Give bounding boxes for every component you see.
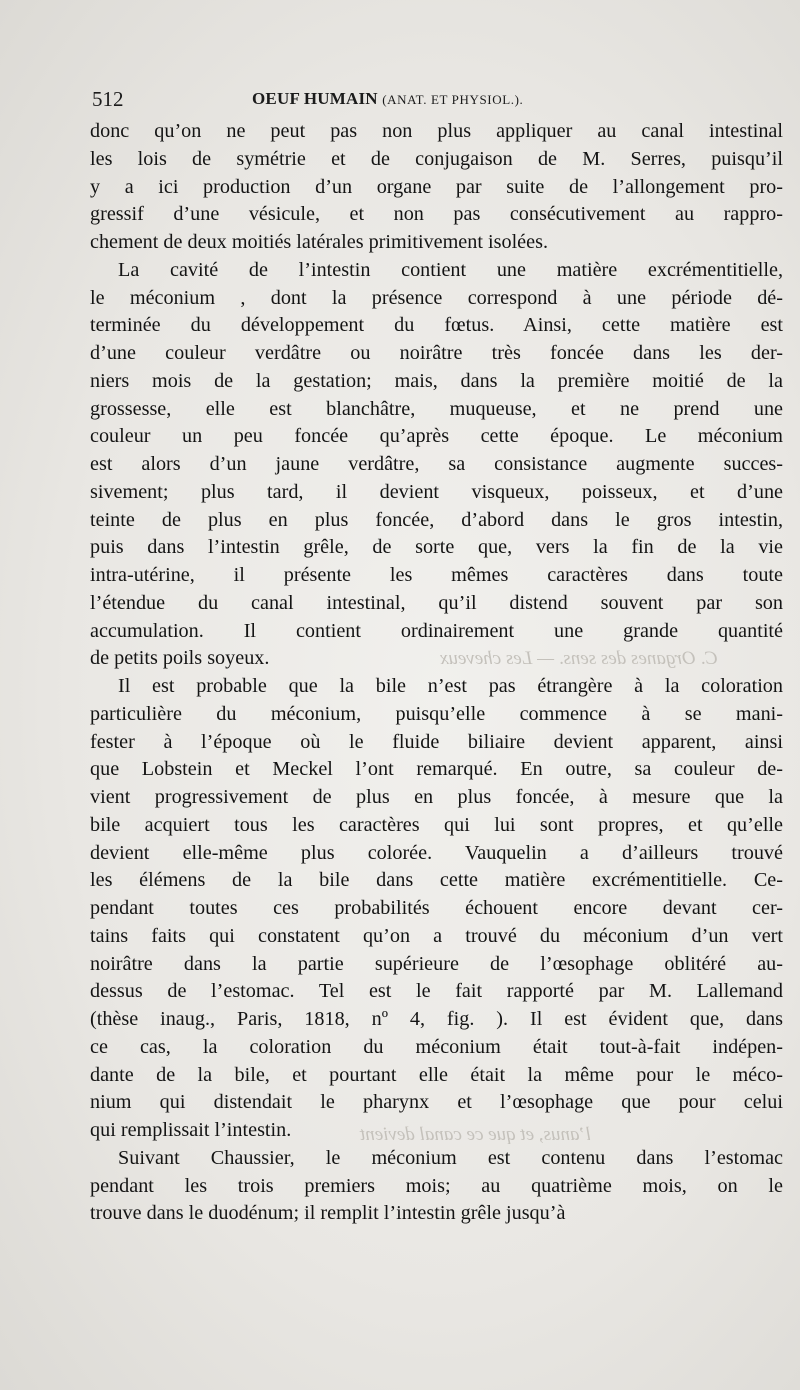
paragraph <box>90 118 783 257</box>
text-line: particulière du méconium, puisqu’elle commence à se mani- <box>90 702 783 725</box>
text-line: Il est probable que la bile n’est pas étrangère à la coloration <box>118 675 783 697</box>
text-line: devient elle-même plus colorée. Vauquelin a d’ailleurs trouvé <box>90 841 783 864</box>
text-line: les élémens de la bile dans cette matière excrémentitielle. Ce- <box>90 869 783 892</box>
running-header <box>92 84 792 118</box>
text-line: bile acquiert tous les caractères qui lui sont propres, et qu’elle <box>90 813 783 836</box>
text-line: ce cas, la coloration du méconium était tout-à-fait indépen- <box>90 1035 783 1058</box>
text-line: puis dans l’intestin grêle, de sorte que, vers la fin de la vie <box>90 536 783 559</box>
text-line: y a ici production d’un organe par suite de l’allongement pro- <box>90 175 783 198</box>
running-title-sub: (ANAT. ET PHYSIOL.). <box>382 92 524 107</box>
text-line: sivement; plus tard, il devient visqueux, poisseux, et d’une <box>90 480 783 503</box>
running-title-main: OEUF HUMAIN <box>252 89 378 108</box>
text-line: La cavité de l’intestin contient une matière excrémentitielle, <box>118 258 783 281</box>
text-line: qui remplissait l’intestin. <box>90 1119 292 1141</box>
text-line: tains faits qui constatent qu’on a trouvé du méconium d’un vert <box>90 924 783 947</box>
text-line: dessus de l’estomac. Tel est le fait rapporté par M. Lallemand <box>90 980 783 1003</box>
text-line: le méconium , dont la présence correspond à une période dé- <box>90 286 783 309</box>
text-line: les lois de symétrie et de conjugaison de M. Serres, puisqu’il <box>90 147 783 170</box>
text-line: Suivant Chaussier, le méconium est contenu dans l’estomac <box>118 1146 783 1169</box>
text-line: noirâtre dans la partie supérieure de l’œsophage oblitéré au- <box>90 952 783 975</box>
text-line: chement de deux moitiés latérales primitivement isolées. <box>90 231 549 253</box>
text-line: intra-utérine, il présente les mêmes caractères dans toute <box>90 564 783 586</box>
body-text <box>90 118 783 1228</box>
bleed-through-text-upper: C. Organes des sens. — Les cheveux <box>440 648 718 669</box>
text-line: donc qu’on ne peut pas non plus appliquer au canal intestinal <box>90 120 783 142</box>
text-line: teinte de plus en plus foncée, d’abord dans le gros intestin, <box>90 508 783 531</box>
text-line: d’une couleur verdâtre ou noirâtre très foncée dans les der- <box>90 342 783 364</box>
bleed-through-text-lower: l’anus, et que ce canal devient <box>360 1124 592 1145</box>
text-line: accumulation. Il contient ordinairement une grande quantité <box>90 619 783 642</box>
text-line: que Lobstein et Meckel l’ont remarqué. En outre, sa couleur de- <box>90 758 783 781</box>
text-line: fester à l’époque où le fluide biliaire devient apparent, ainsi <box>90 730 783 753</box>
text-line: vient progressivement de plus en plus foncée, à mesure que la <box>90 786 783 808</box>
running-title <box>252 84 523 115</box>
text-line: niers mois de la gestation; mais, dans la première moitié de la <box>90 369 783 392</box>
text-line: gressif d’une vésicule, et non pas consécutivement au rappro- <box>90 203 783 226</box>
text-line: trouve dans le duodénum; il remplit l’intestin grêle jusqu’à <box>90 1202 566 1225</box>
paragraph <box>90 673 783 1145</box>
page-number: 512 <box>92 87 124 111</box>
text-line: nium qui distendait le pharynx et l’œsophage que pour celui <box>90 1091 783 1114</box>
text-line: grossesse, elle est blanchâtre, muqueuse, et ne prend une <box>90 397 783 420</box>
text-line: couleur un peu foncée qu’après cette époque. Le méconium <box>90 425 783 448</box>
text-line: dante de la bile, et pourtant elle était la même pour le méco- <box>90 1063 783 1086</box>
text-line: l’étendue du canal intestinal, qu’il distend souvent par son <box>90 591 783 614</box>
text-line: pendant les trois premiers mois; au quatrième mois, on le <box>90 1174 783 1197</box>
text-line: (thèse inaug., Paris, 1818, nº 4, fig. ). Il est évident que, dans <box>90 1008 783 1030</box>
text-line: pendant toutes ces probabilités échouent encore devant cer- <box>90 897 783 919</box>
paragraph <box>90 1145 783 1228</box>
text-line: terminée du développement du fœtus. Ainsi, cette matière est <box>90 314 783 337</box>
text-line: est alors d’un jaune verdâtre, sa consistance augmente succes- <box>90 453 783 475</box>
text-line: de petits poils soyeux. <box>90 647 270 670</box>
paragraph <box>90 257 783 673</box>
